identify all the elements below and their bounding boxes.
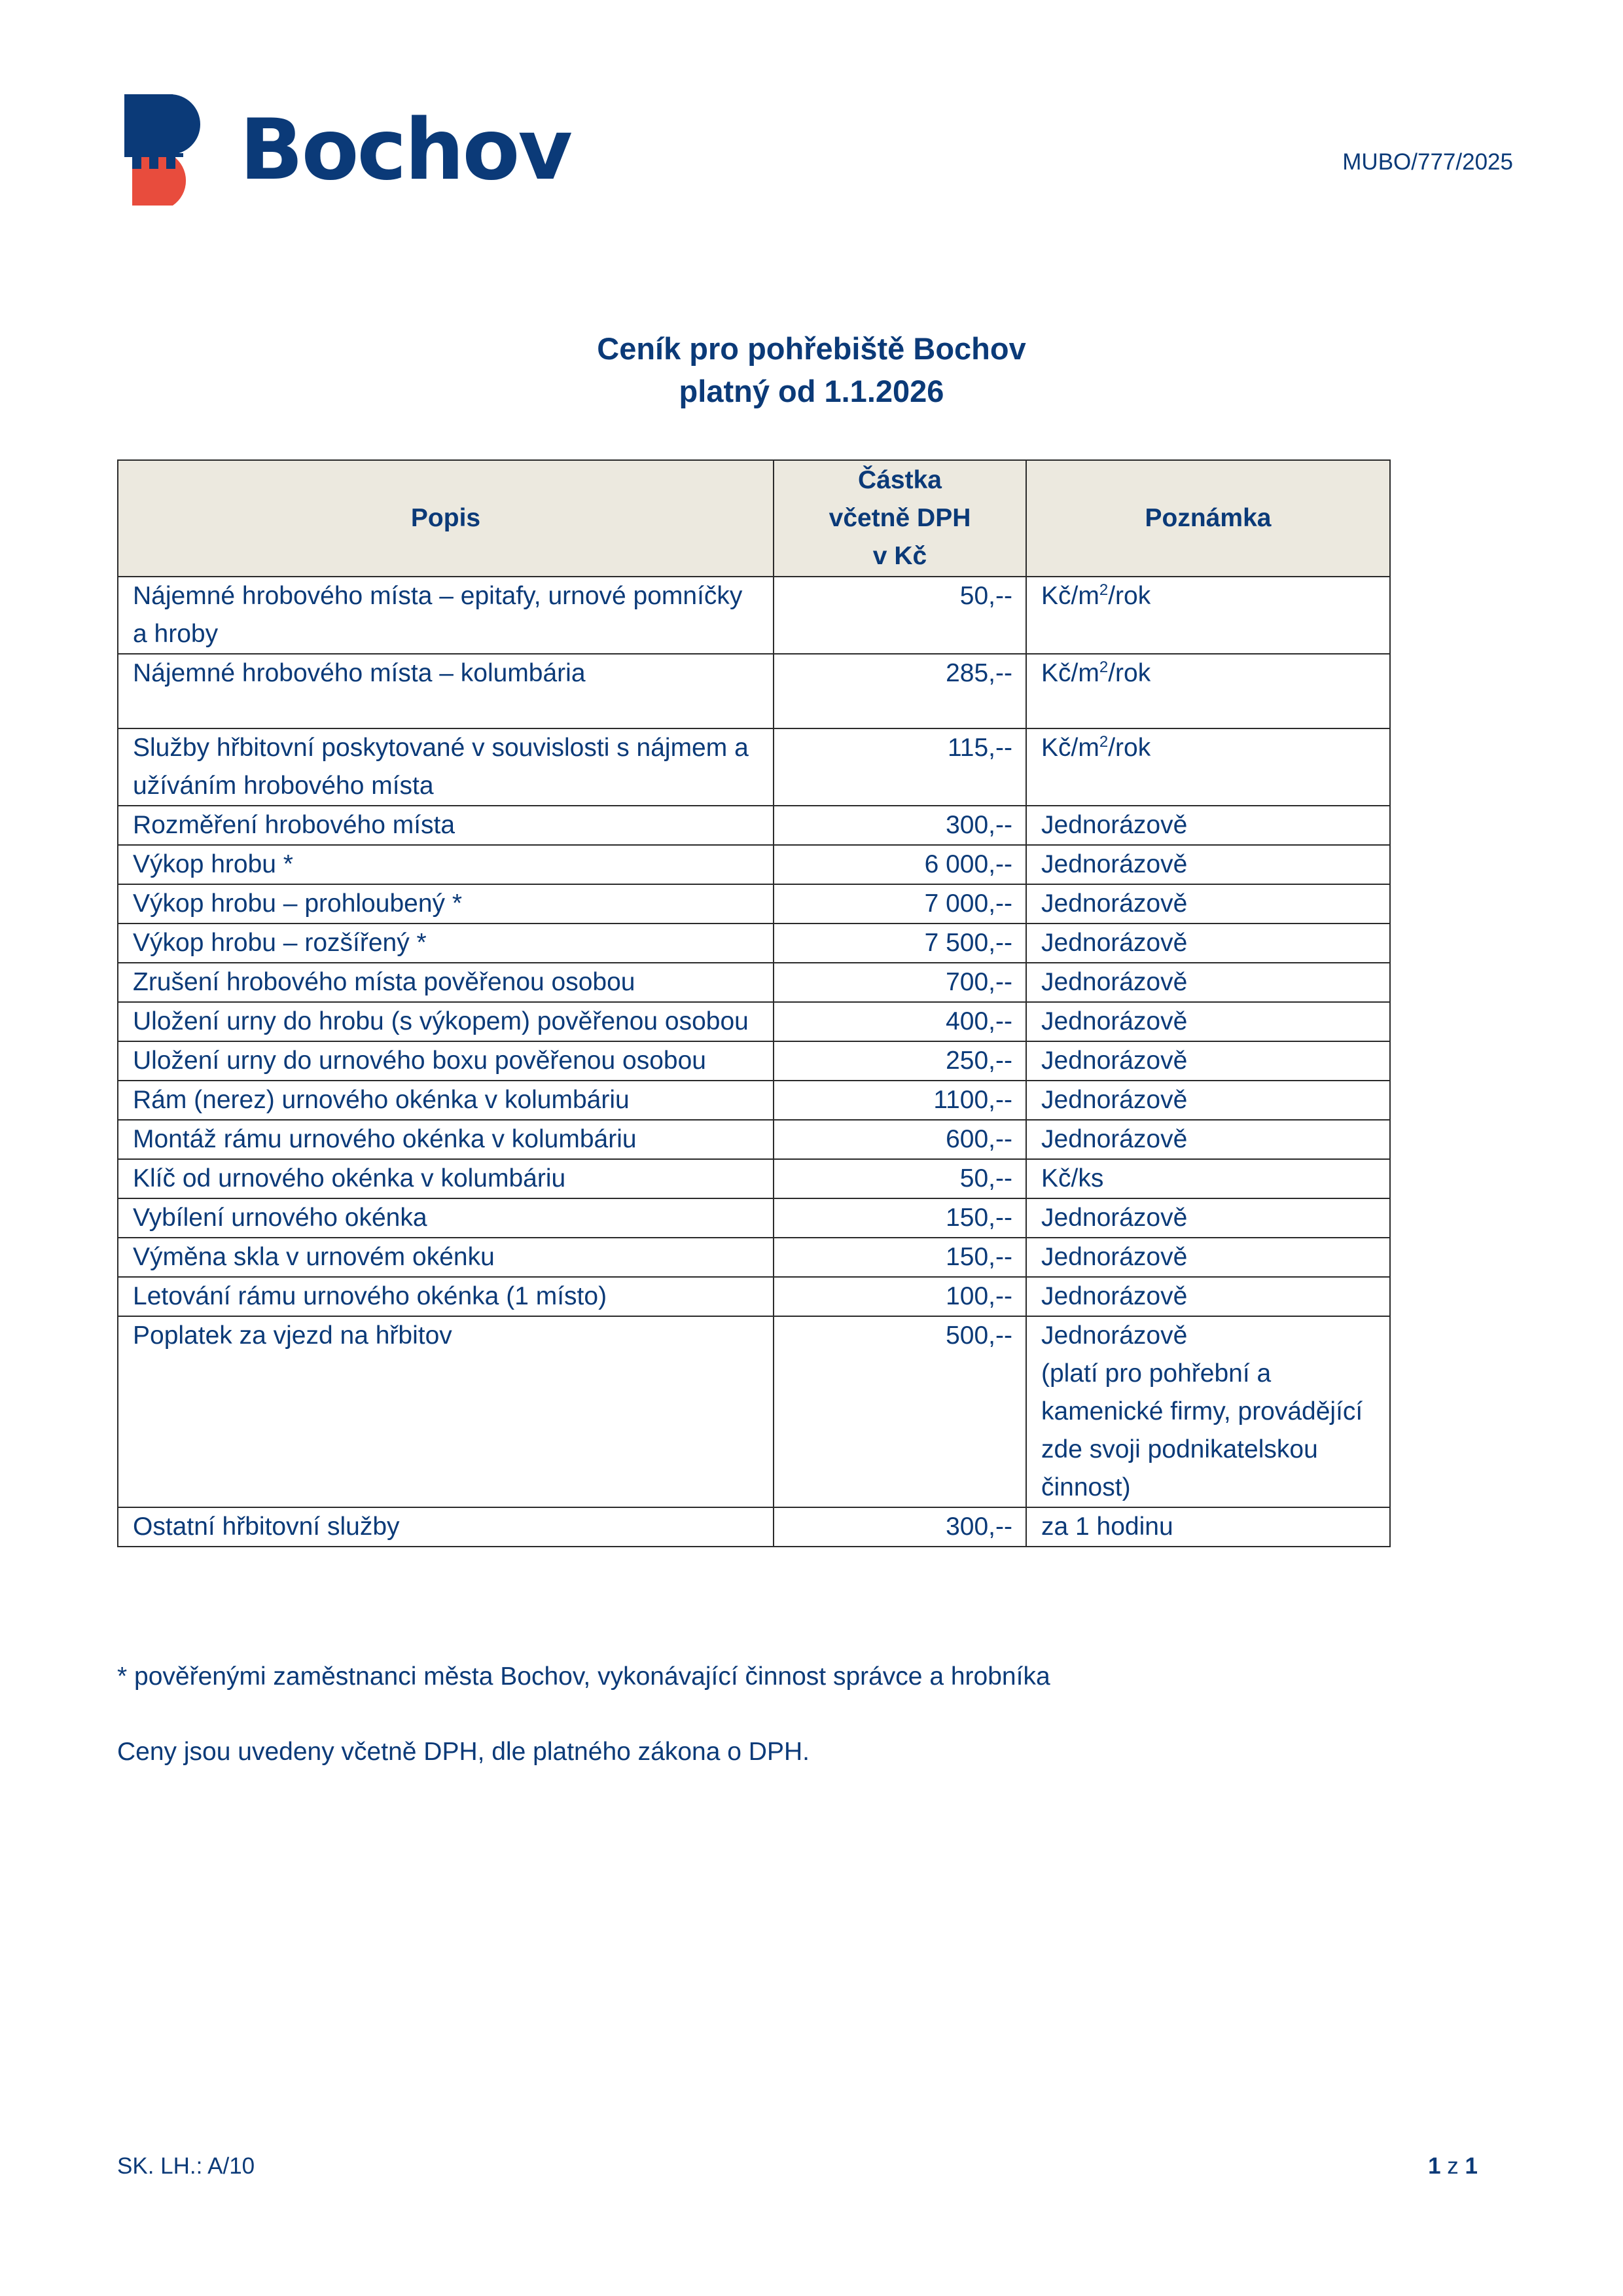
note-text: Jednorázově <box>1041 1243 1188 1271</box>
row-amount: 7 500,-- <box>774 924 1026 963</box>
page-number <box>1428 2153 1478 2179</box>
row-amount: 700,-- <box>774 963 1026 1002</box>
note-unit-prefix: Kč/m <box>1041 734 1099 762</box>
note-text: Jednorázově <box>1041 1007 1188 1035</box>
row-amount: 7 000,-- <box>774 884 1026 924</box>
note-text: Jednorázově <box>1041 1204 1188 1232</box>
table-row <box>118 1238 1390 1277</box>
row-note <box>1026 1159 1390 1198</box>
column-header-amount <box>774 460 1026 577</box>
row-description: Ostatní hřbitovní služby <box>118 1507 774 1547</box>
row-description: Uložení urny do hrobu (s výkopem) pověřenou osobou <box>118 1002 774 1041</box>
table-row <box>118 1081 1390 1120</box>
row-description: Nájemné hrobového místa – epitafy, urnové pomníčky a hroby <box>118 577 774 654</box>
row-description: Uložení urny do urnového boxu pověřenou osobou <box>118 1041 774 1081</box>
row-amount: 6 000,-- <box>774 845 1026 884</box>
page-current: 1 <box>1428 2153 1441 2179</box>
row-description: Služby hřbitovní poskytované v souvislosti s nájmem a užíváním hrobového místa <box>118 728 774 806</box>
table-row <box>118 1120 1390 1159</box>
note-text: Jednorázově <box>1041 1047 1188 1075</box>
note-unit-suffix: /rok <box>1108 659 1151 687</box>
note-text: za 1 hodinu <box>1041 1513 1173 1541</box>
row-note <box>1026 845 1390 884</box>
price-table <box>117 459 1391 1547</box>
note-unit-superscript: 2 <box>1099 658 1109 676</box>
page-separator: z <box>1447 2153 1459 2179</box>
note-text: Jednorázově <box>1041 850 1188 878</box>
row-note <box>1026 577 1390 654</box>
note-unit-suffix: /rok <box>1108 582 1151 610</box>
row-note <box>1026 1002 1390 1041</box>
row-description: Letování rámu urnového okénka (1 místo) <box>118 1277 774 1316</box>
amount-header-line-3: v Kč <box>872 542 927 570</box>
note-detail: (platí pro pohřební a kamenické firmy, provádějící zde svoji podnikatelskou činnost) <box>1041 1359 1363 1501</box>
table-header-row <box>118 460 1390 577</box>
row-amount: 300,-- <box>774 1507 1026 1547</box>
row-description: Nájemné hrobového místa – kolumbária <box>118 654 774 728</box>
note-text: Jednorázově <box>1041 1282 1188 1310</box>
table-row <box>118 1277 1390 1316</box>
document-reference: MUBO/777/2025 <box>1342 149 1513 175</box>
row-description: Výkop hrobu – prohloubený * <box>118 884 774 924</box>
row-amount: 50,-- <box>774 577 1026 654</box>
table-row <box>118 1316 1390 1507</box>
table-row <box>118 924 1390 963</box>
amount-header-line-2: včetně DPH <box>829 504 971 532</box>
note-text: Jednorázově <box>1041 811 1188 839</box>
row-amount: 150,-- <box>774 1198 1026 1238</box>
table-row <box>118 1041 1390 1081</box>
note-text: Kč/ks <box>1041 1164 1104 1193</box>
note-unit-prefix: Kč/m <box>1041 582 1099 610</box>
column-header-note: Poznámka <box>1026 460 1390 577</box>
note-text: Jednorázově <box>1041 889 1188 918</box>
row-note <box>1026 1081 1390 1120</box>
row-description: Klíč od urnového okénka v kolumbáriu <box>118 1159 774 1198</box>
note-unit-suffix: /rok <box>1108 734 1151 762</box>
table-row <box>118 577 1390 654</box>
table-row <box>118 1507 1390 1547</box>
title-line-2: platný od 1.1.2026 <box>679 374 944 408</box>
file-mark: SK. LH.: A/10 <box>117 2153 255 2179</box>
row-description: Rám (nerez) urnového okénka v kolumbáriu <box>118 1081 774 1120</box>
vat-footnote: Ceny jsou uvedeny včetně DPH, dle platného zákona o DPH. <box>117 1738 810 1766</box>
title-line-1: Ceník pro pohřebiště Bochov <box>597 331 1026 366</box>
row-amount: 50,-- <box>774 1159 1026 1198</box>
table-row <box>118 728 1390 806</box>
table-row <box>118 1198 1390 1238</box>
row-description: Výkop hrobu * <box>118 845 774 884</box>
note-text: Jednorázově <box>1041 1125 1188 1153</box>
page-title <box>0 327 1623 412</box>
note-unit-superscript: 2 <box>1099 733 1109 751</box>
row-description: Montáž rámu urnového okénka v kolumbáriu <box>118 1120 774 1159</box>
row-note <box>1026 1198 1390 1238</box>
row-note <box>1026 728 1390 806</box>
row-note <box>1026 806 1390 845</box>
row-note <box>1026 1120 1390 1159</box>
row-description: Rozměření hrobového místa <box>118 806 774 845</box>
row-note <box>1026 924 1390 963</box>
row-amount: 285,-- <box>774 654 1026 728</box>
row-description: Výkop hrobu – rozšířený * <box>118 924 774 963</box>
row-note <box>1026 1041 1390 1081</box>
row-note <box>1026 1238 1390 1277</box>
asterisk-footnote: * pověřenými zaměstnanci města Bochov, vykonávající činnost správce a hrobníka <box>117 1662 1050 1691</box>
amount-header-line-1: Částka <box>858 466 942 494</box>
row-amount: 1100,-- <box>774 1081 1026 1120</box>
note-text: Jednorázově <box>1041 929 1188 957</box>
note-unit-superscript: 2 <box>1099 581 1109 599</box>
row-amount: 115,-- <box>774 728 1026 806</box>
table-row <box>118 654 1390 728</box>
row-description: Výměna skla v urnovém okénku <box>118 1238 774 1277</box>
table-row <box>118 1002 1390 1041</box>
row-description: Poplatek za vjezd na hřbitov <box>118 1316 774 1507</box>
table-row <box>118 963 1390 1002</box>
row-amount: 250,-- <box>774 1041 1026 1081</box>
row-note <box>1026 1277 1390 1316</box>
note-text: Jednorázově <box>1041 1086 1188 1114</box>
page-total: 1 <box>1465 2153 1478 2179</box>
note-text: Jednorázově <box>1041 1321 1188 1350</box>
row-amount: 300,-- <box>774 806 1026 845</box>
row-description: Zrušení hrobového místa pověřenou osobou <box>118 963 774 1002</box>
table-row <box>118 884 1390 924</box>
row-description: Vybílení urnového okénka <box>118 1198 774 1238</box>
note-text: Jednorázově <box>1041 968 1188 996</box>
row-note <box>1026 1316 1390 1507</box>
row-amount: 400,-- <box>774 1002 1026 1041</box>
row-amount: 500,-- <box>774 1316 1026 1507</box>
bochov-logo-mark-icon <box>116 92 208 208</box>
bochov-logo <box>116 92 571 209</box>
table-row <box>118 845 1390 884</box>
row-note <box>1026 1507 1390 1547</box>
row-amount: 150,-- <box>774 1238 1026 1277</box>
table-row <box>118 806 1390 845</box>
row-amount: 600,-- <box>774 1120 1026 1159</box>
note-unit-prefix: Kč/m <box>1041 659 1099 687</box>
logo-wordmark: Bochov <box>240 101 571 199</box>
column-header-description: Popis <box>118 460 774 577</box>
row-amount: 100,-- <box>774 1277 1026 1316</box>
table-row <box>118 1159 1390 1198</box>
row-note <box>1026 963 1390 1002</box>
row-note <box>1026 884 1390 924</box>
row-note <box>1026 654 1390 728</box>
